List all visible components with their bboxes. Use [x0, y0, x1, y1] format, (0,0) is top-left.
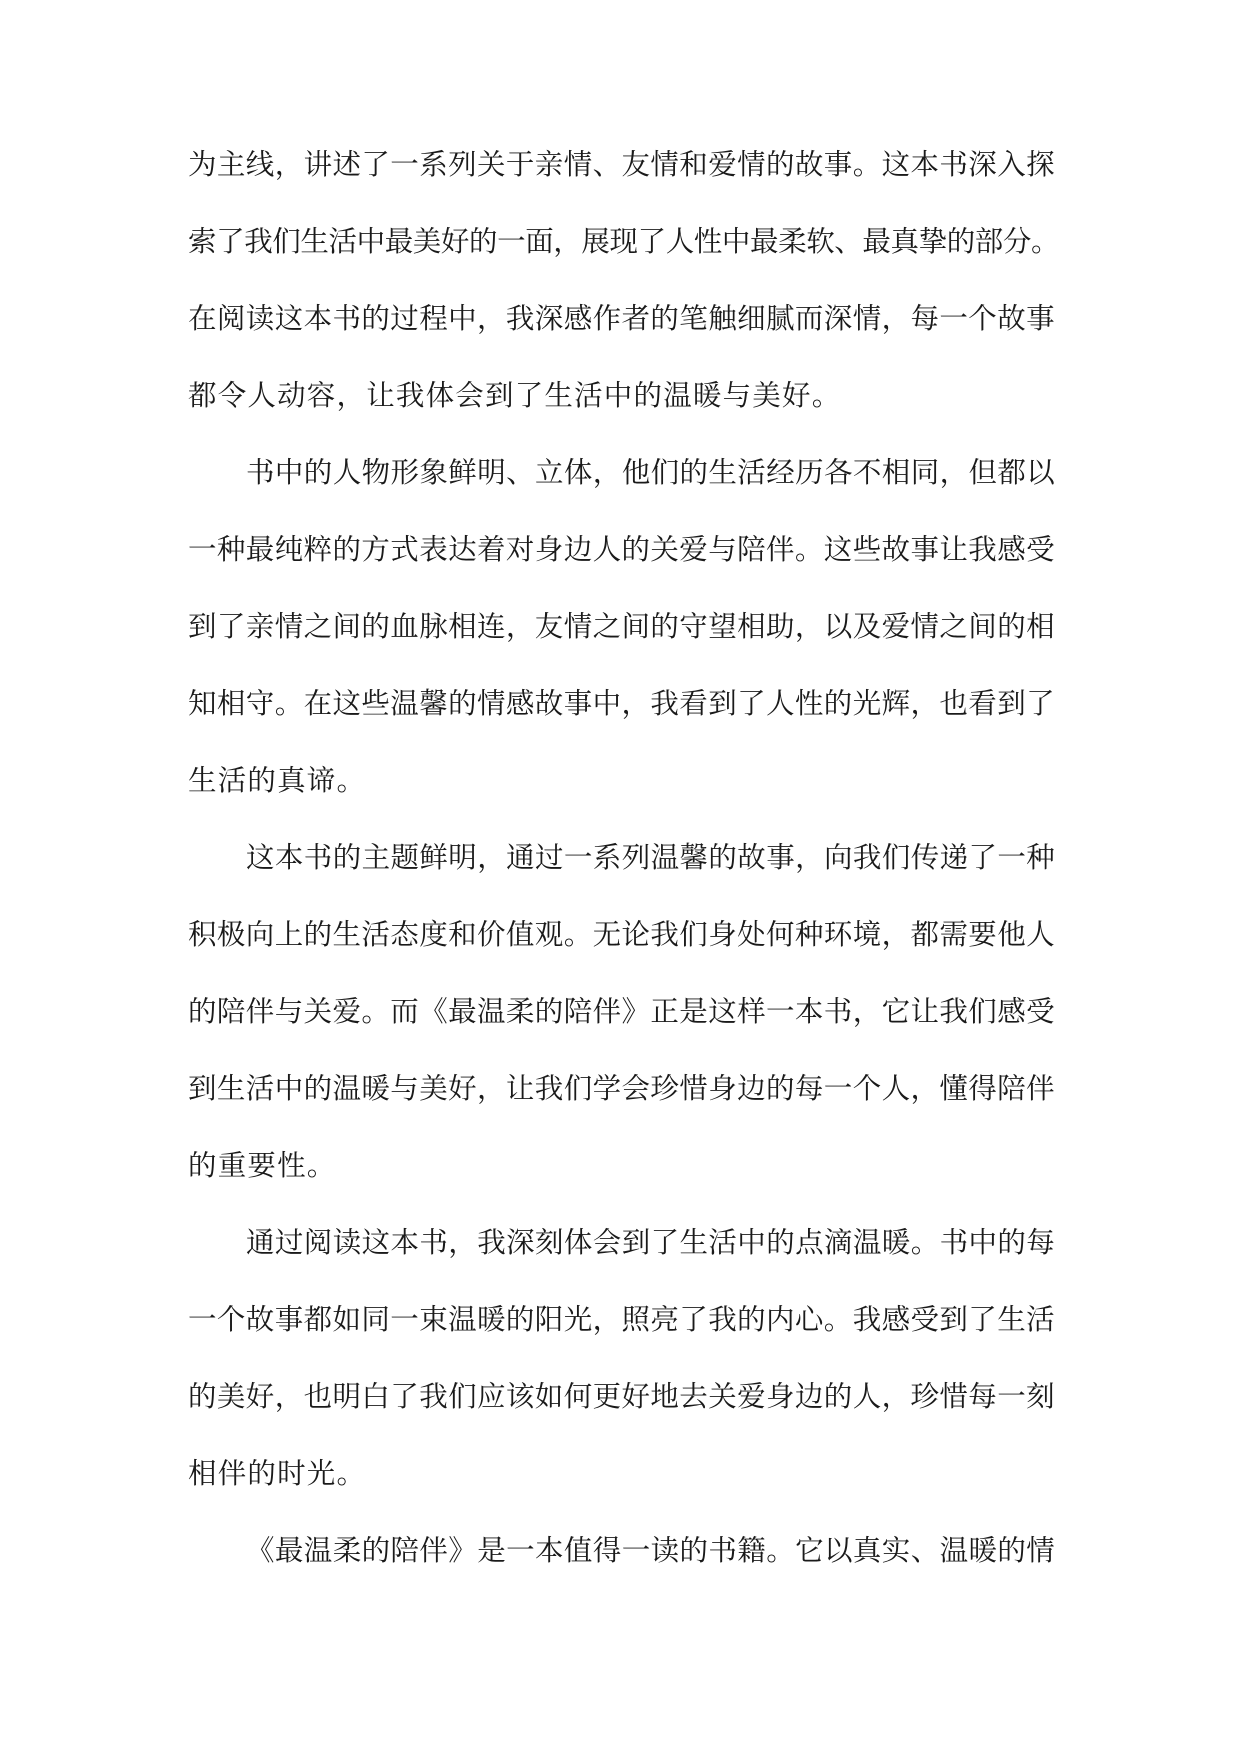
paragraph-first-line: 《最温柔的陪伴》是一本值得一读的书籍。它以真实、温暖的情 — [246, 1534, 1056, 1567]
paragraph-first-line: 书中的人物形象鲜明、立体，他们的生活经历各不相同，但都以 — [246, 456, 1056, 489]
text-line: 为主线，讲述了一系列关于亲情、友情和爱情的故事。这本书深入探 — [188, 148, 1056, 181]
text-line: 一个故事都如同一束温暖的阳光，照亮了我的内心。我感受到了生活 — [188, 1303, 1056, 1336]
paragraph-first-line: 通过阅读这本书，我深刻体会到了生活中的点滴温暖。书中的每 — [246, 1226, 1056, 1259]
paragraph-first-line: 这本书的主题鲜明，通过一系列温馨的故事，向我们传递了一种 — [246, 841, 1056, 874]
text-line: 一种最纯粹的方式表达着对身边人的关爱与陪伴。这些故事让我感受 — [188, 533, 1056, 566]
text-line: 知相守。在这些温馨的情感故事中，我看到了人性的光辉，也看到了 — [188, 687, 1056, 720]
text-line: 相伴的时光。 — [188, 1457, 367, 1490]
text-line: 生活的真谛。 — [188, 764, 367, 797]
text-line: 的陪伴与关爱。而《最温柔的陪伴》正是这样一本书，它让我们感受 — [188, 995, 1056, 1028]
text-line: 到生活中的温暖与美好，让我们学会珍惜身边的每一个人，懂得陪伴 — [188, 1072, 1056, 1105]
body-text — [188, 140, 1060, 1603]
text-line: 积极向上的生活态度和价值观。无论我们身处何种环境，都需要他人 — [188, 918, 1056, 951]
text-line: 的重要性。 — [188, 1149, 337, 1182]
text-line: 到了亲情之间的血脉相连，友情之间的守望相助，以及爱情之间的相 — [188, 610, 1056, 643]
text-line: 都令人动容，让我体会到了生活中的温暖与美好。 — [188, 379, 842, 412]
text-line: 在阅读这本书的过程中，我深感作者的笔触细腻而深情，每一个故事 — [188, 302, 1056, 335]
text-line: 索了我们生活中最美好的一面，展现了人性中最柔软、最真挚的部分。 — [188, 225, 1060, 258]
text-line: 的美好，也明白了我们应该如何更好地去关爱身边的人，珍惜每一刻 — [188, 1380, 1056, 1413]
